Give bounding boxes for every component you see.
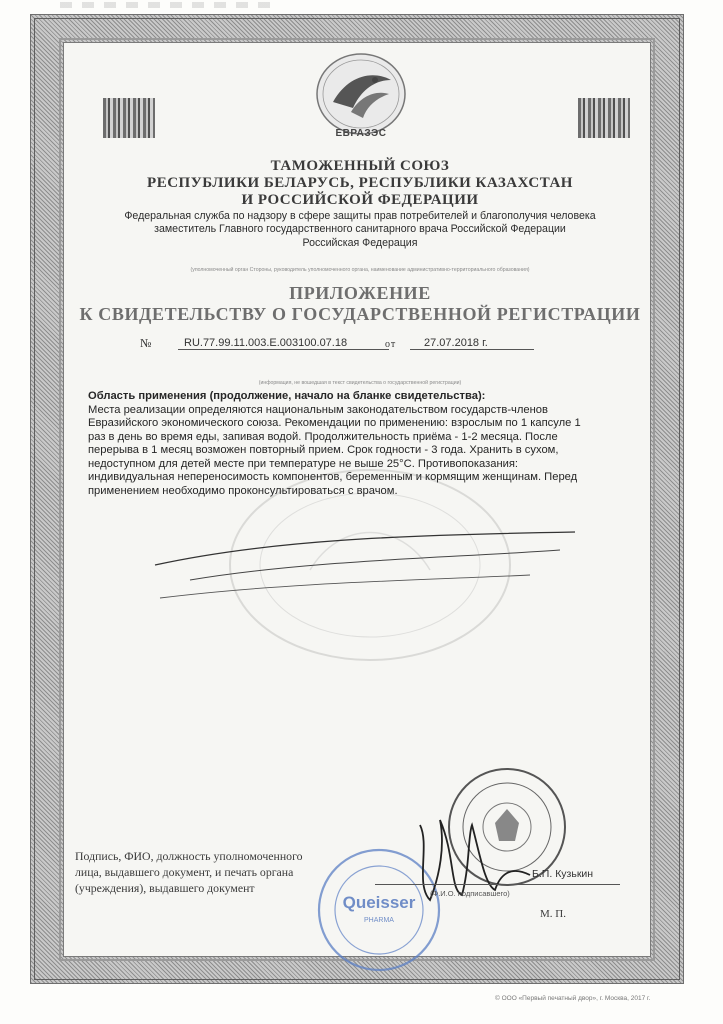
title-line-2: К СВИДЕТЕЛЬСТВУ О ГОСУДАРСТВЕННОЙ РЕГИСТРАЦИИ	[79, 304, 641, 324]
application-text	[88, 390, 628, 498]
emblem-label: ЕВРАЗЭС	[335, 128, 387, 139]
body-line: раз в день во время еды, запивая водой. Продолжительность приёма - 1-2 месяца. После	[88, 430, 558, 443]
union-line: И РОССИЙСКОЙ ФЕДЕРАЦИИ	[241, 192, 479, 208]
union-line: РЕСПУБЛИКИ БЕЛАРУСЬ, РЕСПУБЛИКИ КАЗАХСТАН	[147, 175, 573, 191]
title-line-1: ПРИЛОЖЕНИЕ	[289, 283, 431, 303]
registration-row	[140, 336, 600, 354]
body-line: Места реализации определяются национальным законодательством государств-членов	[88, 403, 548, 416]
stamp-company: Queisser	[342, 893, 416, 912]
registration-date: 27.07.2018 г.	[410, 337, 534, 350]
body-line: Евразийского экономического союза. Рекомендации по применению: взрослым по 1 капсуле 1	[88, 417, 581, 429]
seal-place: М. П.	[540, 908, 566, 920]
stamp-sub: PHARMA	[364, 917, 394, 924]
strike-through-scrawl	[150, 520, 580, 610]
authority-line: заместитель Главного государственного санитарного врача Российской Федерации	[154, 223, 566, 236]
signer-name: Б.П. Кузькин	[532, 868, 594, 880]
security-code-right	[578, 98, 630, 138]
registration-caption: (информация, не вошедшая в текст свидетельства о государственной регистрации)	[258, 380, 462, 386]
footer-line: Подпись, ФИО, должность уполномоченного	[75, 849, 303, 863]
registration-number: RU.77.99.11.003.E.003100.07.18	[178, 337, 389, 350]
document-title	[70, 283, 650, 325]
authority-line: Федеральная служба по надзору в сфере защиты прав потребителей и благополучия человека	[124, 210, 596, 222]
printer-copyright: © ООО «Первый печатный двор», г. Москва, 2017 г.	[495, 995, 651, 1002]
signature-instructions	[75, 848, 375, 896]
authority-block	[90, 210, 630, 250]
body-line: недоступном для детей месте при температуре не выше 25°С. Противопоказания:	[88, 457, 519, 470]
union-heading	[90, 158, 630, 209]
footer-line: лица, выдавшего документ, и печать органа	[75, 865, 294, 879]
footer-line: (учреждения), выдавшего документ	[75, 881, 255, 895]
body-line: применением необходимо проконсультироваться с врачом.	[88, 484, 398, 497]
security-code-left	[103, 98, 155, 138]
signature-line	[375, 884, 620, 885]
union-line: ТАМОЖЕННЫЙ СОЮЗ	[270, 158, 450, 174]
scan-artifact	[60, 2, 280, 8]
date-label: от	[385, 339, 397, 350]
number-label: №	[140, 336, 152, 350]
authority-caption: (уполномоченный орган Стороны, руководитель уполномоченного органа, наименование административно-территориального образования)	[190, 267, 530, 273]
body-line: индивидуальная непереносимость компонентов, беременным и кормящим женщинам. Перед	[88, 471, 578, 483]
body-line: перерыва в 1 месяц возможен повторный прием. Срок годности - 3 года. Хранить в сухом,	[88, 444, 559, 456]
handwritten-signature	[400, 805, 540, 915]
fio-caption: (Ф.И.О. подписавшего)	[430, 889, 510, 898]
authority-line: Российская Федерация	[302, 236, 418, 249]
body-lead: Область применения (продолжение, начало на бланке свидетельства):	[88, 390, 486, 402]
